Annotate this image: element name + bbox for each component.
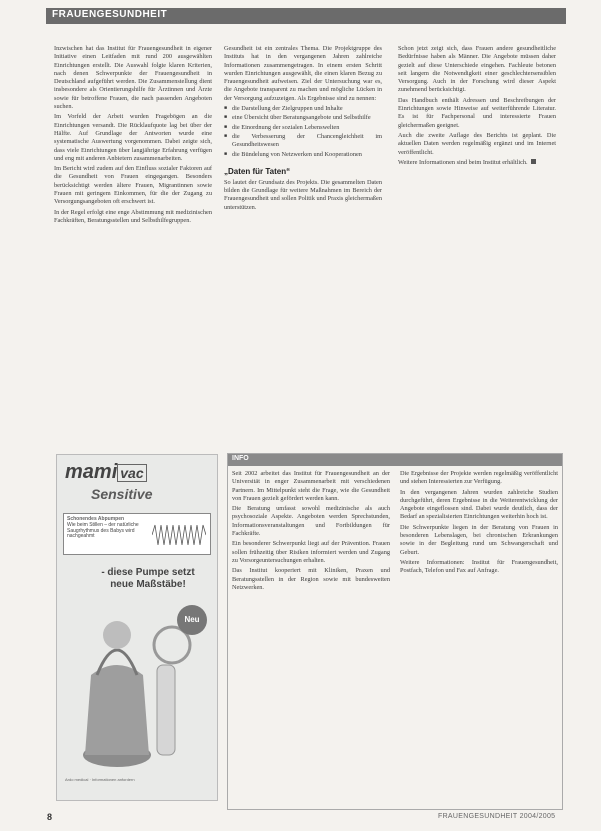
list-item: ■ die Verbesserung der Chancengleichheit im Gesundheitswesen xyxy=(224,133,382,150)
ad-info-panel xyxy=(63,513,211,555)
section-header xyxy=(46,8,566,24)
ad-slogan xyxy=(93,567,203,591)
rhythm-wave-icon xyxy=(152,522,206,548)
info-box-column-1 xyxy=(232,470,390,594)
info-box xyxy=(227,453,563,810)
slogan-line: neue Maßstäbe! xyxy=(110,579,186,590)
end-mark-icon xyxy=(531,159,536,164)
paragraph: Das Institut kooperiert mit Kliniken, Praxen und Beratungsstellen in der Region sowie mit bundesweiten Netzwerken. xyxy=(232,567,390,591)
list-item: ■ eine Übersicht über Beratungsangebote und Selbsthilfe xyxy=(224,114,382,122)
paragraph: Im Bericht wird zudem auf den Einfluss sozialer Faktoren auf die Gesundheit von Frauen eingegangen. Besonders berücksichtigt werden ältere Frauen, Migrantinnen sowie Frauen mit geringem Einkommen, für die der Zugang zu Versorgungsangeboten oft erschwert ist. xyxy=(54,165,212,206)
paragraph: Inzwischen hat das Institut für Frauengesundheit in eigener Initiative einen Leitfaden mit rund 200 ausgewählten Einrichtungen erstellt. Die Auswahl folgte klaren Kriterien, nach denen Schwerpunkte der Frauengesundheit in Deutschland aufgeführt werden. Die Zusammenstellung dient insbesondere als Orientierungshilfe für Ärztinnen und Ärzte sowie für betroffene Frauen, die nach passenden Angeboten suchen. xyxy=(54,45,212,111)
paragraph: In den vergangenen Jahren wurden zahlreiche Studien durchgeführt, deren Ergebnisse in die Weiterentwicklung der Angebote eingeflossen sind. Dabei wurde deutlich, dass der Bedarf an spezialisierten Einrichtungen weiterhin hoch ist. xyxy=(400,488,558,521)
paragraph xyxy=(398,159,556,167)
paragraph: Schon jetzt zeigt sich, dass Frauen andere gesundheitliche Bedürfnisse haben als Männer. Die Angebote müssen daher gezielt auf diese Unterschiede eingehen. Fachleute betonen seit langem die Notwendigkeit einer geschlechtersensiblen Versorgung. Auch in der Forschung wird dieser Aspekt zunehmend berücksichtigt. xyxy=(398,45,556,94)
paragraph: So lautet der Grundsatz des Projekts. Die gesammelten Daten bilden die Grundlage für weitere Maßnahmen im Bereich der Frauengesundheit und sollen Politik und Praxis gleichermaßen unterstützen. xyxy=(224,178,382,211)
list-item: ■ die Bündelung von Netzwerken und Kooperationen xyxy=(224,151,382,159)
slogan-line: - diese Pumpe setzt xyxy=(101,567,195,578)
list-item: ■ die Darstellung der Zielgruppen und Inhalte xyxy=(224,105,382,113)
article-column-1 xyxy=(54,45,212,227)
paragraph: Das Handbuch enthält Adressen und Beschreibungen der Einrichtungen sowie Hinweise auf weiterführende Literatur. Es ist für Fachpersonal und interessierte Frauen gleichermaßen geeignet. xyxy=(398,96,556,129)
breast-pump-image xyxy=(77,605,197,775)
paragraph: Ein besonderer Schwerpunkt liegt auf der Prävention. Frauen sollen frühzeitig über Risiken informiert werden und Zugang zu Vorsorgeuntersuchungen erhalten. xyxy=(232,540,390,564)
info-box-column-2 xyxy=(400,470,558,578)
paragraph: Im Vorfeld der Arbeit wurden Fragebögen an die Einrichtungen versandt. Die Rücklaufquote lag bei über der Hälfte. Auf Grundlage der Antworten wurde eine systematische Auswertung vorgenommen. Dabei zeigte sich, dass viele Einrichtungen über langjährige Erfahrung verfügen und eng mit anderen Anbietern zusammenarbeiten. xyxy=(54,113,212,162)
product-name: Sensitive xyxy=(91,486,153,502)
paragraph: Die Beratung umfasst sowohl medizinische als auch psychosoziale Aspekte. Angeboten werden Sprechstunden, Informationsveranstaltungen und Fortbildungen für Fachkräfte. xyxy=(232,505,390,538)
article-column-3 xyxy=(398,45,556,169)
info-box-tag: INFO xyxy=(232,455,249,462)
panel-title: Schonendes Abpumpen xyxy=(67,516,125,522)
paragraph: Die Schwerpunkte liegen in der Beratung von Frauen in besonderen Lebenslagen, bei chronischen Erkrankungen sowie in der Begleitung rund um Schwangerschaft und Geburt. xyxy=(400,523,558,556)
panel-text: Wie beim Stillen – der natürliche Saugrhythmus des Babys wird nachgeahmt xyxy=(67,522,139,539)
page-number: 8 xyxy=(47,812,53,822)
list-item: ■ die Einordnung der sozialen Lebenswelten xyxy=(224,124,382,132)
magazine-footer: FRAUENGESUNDHEIT 2004/2005 xyxy=(438,813,556,820)
paragraph: Seit 2002 arbeitet das Institut für Frauengesundheit an der Universität in enger Zusammenarbeit mit verschiedenen Partnern. Im Mittelpunkt steht die Frage, wie die Gesundheit von Frauen gezielt gefördert werden kann. xyxy=(232,470,390,502)
brand-box: vac xyxy=(117,464,146,482)
paragraph: Die Ergebnisse der Projekte werden regelmäßig veröffentlicht und stehen Interessierten zur Verfügung. xyxy=(400,470,558,486)
closing-text: Weitere Informationen sind beim Institut erhältlich. xyxy=(398,158,528,166)
new-badge: Neu xyxy=(177,605,207,635)
info-box-header xyxy=(228,454,562,466)
ad-fineprint: Ardo medical · Informationen anfordern xyxy=(65,777,135,782)
brand-name: mami xyxy=(65,461,118,483)
paragraph: In der Regel erfolgt eine enge Abstimmung mit medizinischen Fachkräften, Beratungsstellen und Selbsthilfegruppen. xyxy=(54,208,212,224)
paragraph: Weitere Informationen: Institut für Frauengesundheit, Postfach, Telefon und Fax auf Anfrage. xyxy=(400,558,558,575)
subheading: „Daten für Taten“ xyxy=(224,166,291,176)
paragraph: Gesundheit ist ein zentrales Thema. Die Projektgruppe des Instituts hat in den vergangenen Jahren zahlreiche Informationen zusammengetragen. In einem ersten Schritt wurden Einrichtungen ausgewählt, die einen klaren Bezug zu Frauengesundheit aufweisen. Ziel der Untersuchung war es, die Angebote transparent zu machen und mögliche Lücken in der Versorgung aufzuzeigen. Als Ergebnisse sind zu nennen: xyxy=(224,45,382,102)
ad-brand-logo xyxy=(65,461,147,484)
paragraph: Auch die zweite Auflage des Berichts ist geplant. Die aktuellen Daten werden regelmäßig ergänzt und im Internet veröffentlicht. xyxy=(398,131,556,156)
article-column-2 xyxy=(224,45,382,214)
section-title: FRAUENGESUNDHEIT xyxy=(52,9,168,20)
advertisement[interactable] xyxy=(56,454,218,801)
bullet-list xyxy=(224,105,382,159)
